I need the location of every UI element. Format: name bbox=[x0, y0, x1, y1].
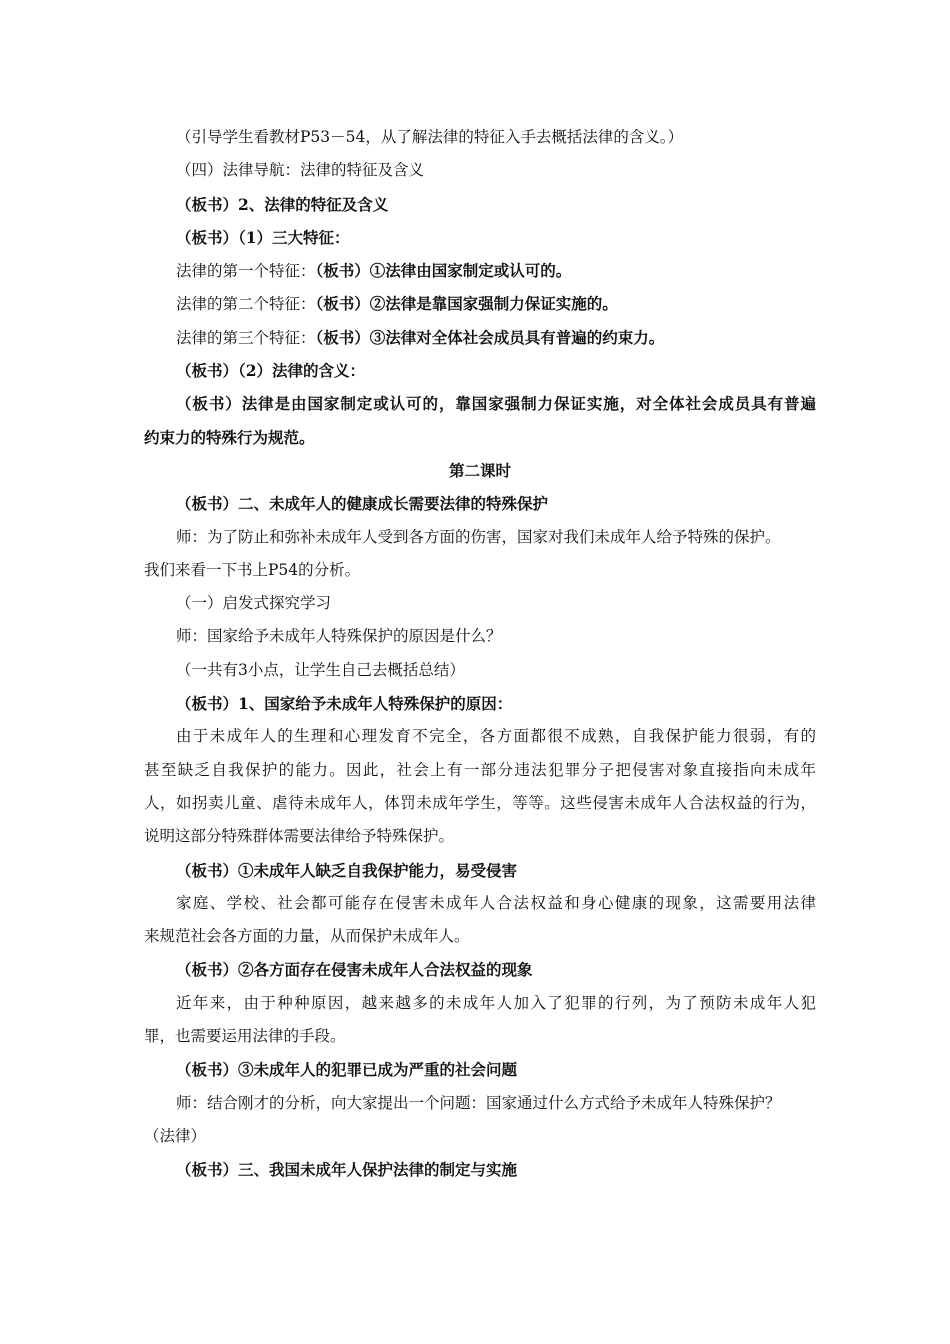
feature-line-2 bbox=[144, 287, 816, 320]
paragraph-crime-line-1: 近年来，由于种种原因，越来越多的未成年人加入了犯罪的行列，为了预防未成年人犯 bbox=[176, 993, 816, 1012]
board-minor-protection-heading: （板书）二、未成年人的健康成长需要法律的特殊保护 bbox=[176, 494, 549, 514]
paragraph-reason-line-3: 人，如拐卖儿童、虐待未成年人，体罚未成年学生，等等。这些侵害未成年人合法权益的行为， bbox=[144, 793, 816, 812]
teacher-question-reason: 师：国家给予未成年人特殊保护的原因是什么？ bbox=[176, 627, 502, 646]
board-reason-2: （板书）②各方面存在侵害未成年人合法权益的现象 bbox=[176, 960, 533, 980]
paragraph-three-points-note: （一共有3小点，让学生自己去概括总结） bbox=[176, 660, 465, 679]
teacher-line-book-analysis: 我们来看一下书上P54的分析。 bbox=[144, 560, 361, 579]
board-law-definition-line-2: 约束力的特殊行为规范。 bbox=[144, 427, 315, 447]
answer-law: （法律） bbox=[144, 1126, 207, 1145]
feature-1-board: （板书）①法律由国家制定或认可的。 bbox=[315, 261, 572, 281]
paragraph-law-navigation: （四）法律导航：法律的特征及含义 bbox=[176, 161, 425, 180]
teacher-question-method: 师：结合刚才的分析，向大家提出一个问题：国家通过什么方式给予未成年人特殊保护？ bbox=[176, 1093, 781, 1112]
paragraph-family-school-line-1: 家庭、学校、社会都可能存在侵害未成年人合法权益和身心健康的现象，这需要用法律 bbox=[176, 893, 816, 912]
section-second-lesson-title: 第二课时 bbox=[448, 460, 511, 480]
paragraph-crime-line-2: 罪，也需要运用法律的手段。 bbox=[144, 1027, 346, 1046]
paragraph-guide-textbook: （引导学生看教材P53－54，从了解法律的特征入手去概括法律的含义。） bbox=[176, 128, 684, 146]
board-reason-3: （板书）③未成年人的犯罪已成为严重的社会问题 bbox=[176, 1060, 518, 1080]
teacher-line-prevent-harm: 师：为了防止和弥补未成年人受到各方面的伤害，国家对我们未成年人给予特殊的保护。 bbox=[176, 527, 781, 546]
paragraph-reason-line-2: 甚至缺乏自我保护的能力。因此，社会上有一部分违法犯罪分子把侵害对象直接指向未成年 bbox=[144, 760, 816, 779]
feature-line-3 bbox=[144, 321, 816, 354]
document-body bbox=[144, 121, 816, 1187]
paragraph-family-school-line-2: 来规范社会各方面的力量，从而保护未成年人。 bbox=[144, 927, 470, 946]
board-law-definition-line-1: （板书）法律是由国家制定或认可的，靠国家强制力保证实施，对全体社会成员具有普遍 bbox=[176, 394, 816, 414]
paragraph-reason-line-1: 由于未成年人的生理和心理发育不完全，各方面都很不成熟，自我保护能力很弱，有的 bbox=[176, 727, 816, 746]
feature-1-label: 法律的第一个特征： bbox=[176, 262, 316, 281]
feature-3-board: （板书）③法律对全体社会成员具有普遍的约束力。 bbox=[315, 327, 665, 347]
feature-2-board: （板书）②法律是靠国家强制力保证实施的。 bbox=[315, 294, 618, 314]
board-law-meaning: （板书）（2）法律的含义： bbox=[176, 361, 366, 381]
board-law-features-heading: （板书）2、法律的特征及含义 bbox=[176, 194, 389, 214]
paragraph-reason-line-4: 说明这部分特殊群体需要法律给予特殊保护。 bbox=[144, 827, 455, 846]
board-reasons-heading: （板书）1、国家给予未成年人特殊保护的原因： bbox=[176, 694, 513, 714]
paragraph-inquiry-learning: （一）启发式探究学习 bbox=[176, 594, 332, 613]
board-law-enactment-heading: （板书）三、我国未成年人保护法律的制定与实施 bbox=[176, 1160, 518, 1180]
feature-3-label: 法律的第三个特征： bbox=[176, 328, 316, 347]
board-reason-1: （板书）①未成年人缺乏自我保护能力，易受侵害 bbox=[176, 860, 518, 880]
feature-2-label: 法律的第二个特征： bbox=[176, 295, 316, 314]
board-three-features: （板书）（1）三大特征： bbox=[176, 227, 350, 247]
feature-line-1 bbox=[144, 254, 816, 287]
